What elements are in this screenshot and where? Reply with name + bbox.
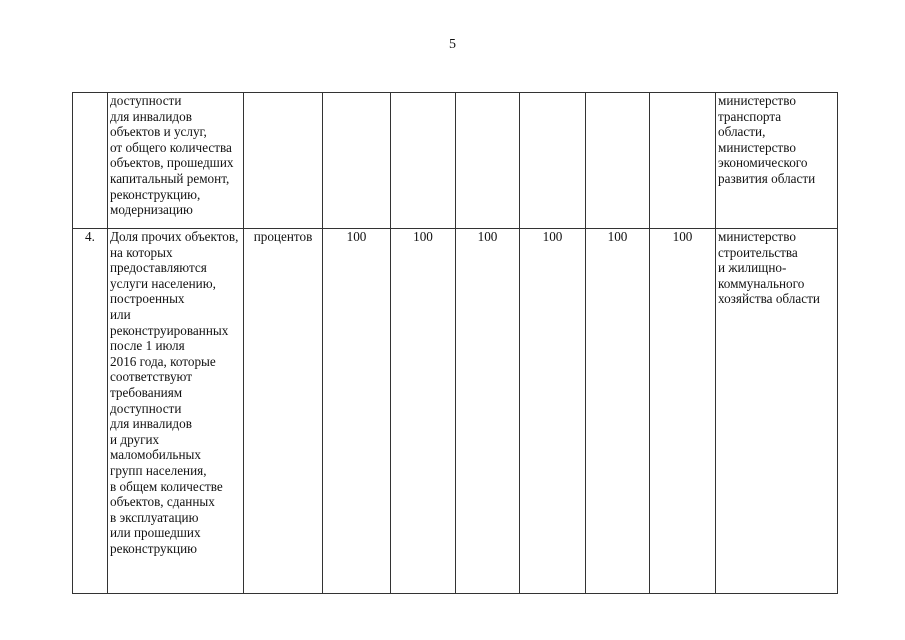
- value-cell: [391, 93, 456, 229]
- value-cell: 100: [456, 229, 520, 594]
- responsible-cell: министерство строительства и жилищно- коммунального хозяйства области: [716, 229, 838, 594]
- value-cell: 100: [650, 229, 716, 594]
- responsible-cell: министерство транспорта области, министерство экономического развития области: [716, 93, 838, 229]
- indicator-cell: Доля прочих объектов, на которых предоставляются услуги населению, построенных или реконструированных после 1 июля 2016 года, которые соответствуют требованиям доступности для инвалидов и других маломобильных групп населения, в общем количестве объектов, сданных в эксплуатацию или прошедших реконструкцию: [108, 229, 244, 594]
- page-number: 5: [449, 37, 456, 52]
- value-cell: [586, 93, 650, 229]
- value-cell: [650, 93, 716, 229]
- value-cell: [456, 93, 520, 229]
- unit-cell: [244, 93, 323, 229]
- value-cell: [323, 93, 391, 229]
- table-row: [73, 229, 838, 594]
- value-cell: 100: [520, 229, 586, 594]
- unit-cell: процентов: [244, 229, 323, 594]
- value-cell: 100: [586, 229, 650, 594]
- row-number: 4.: [73, 229, 108, 594]
- value-cell: 100: [323, 229, 391, 594]
- table-row: [73, 93, 838, 229]
- row-number: [73, 93, 108, 229]
- value-cell: 100: [391, 229, 456, 594]
- indicators-table: [72, 92, 838, 594]
- value-cell: [520, 93, 586, 229]
- indicator-cell: доступности для инвалидов объектов и услуг, от общего количества объектов, прошедших капитальный ремонт, реконструкцию, модернизацию: [108, 93, 244, 229]
